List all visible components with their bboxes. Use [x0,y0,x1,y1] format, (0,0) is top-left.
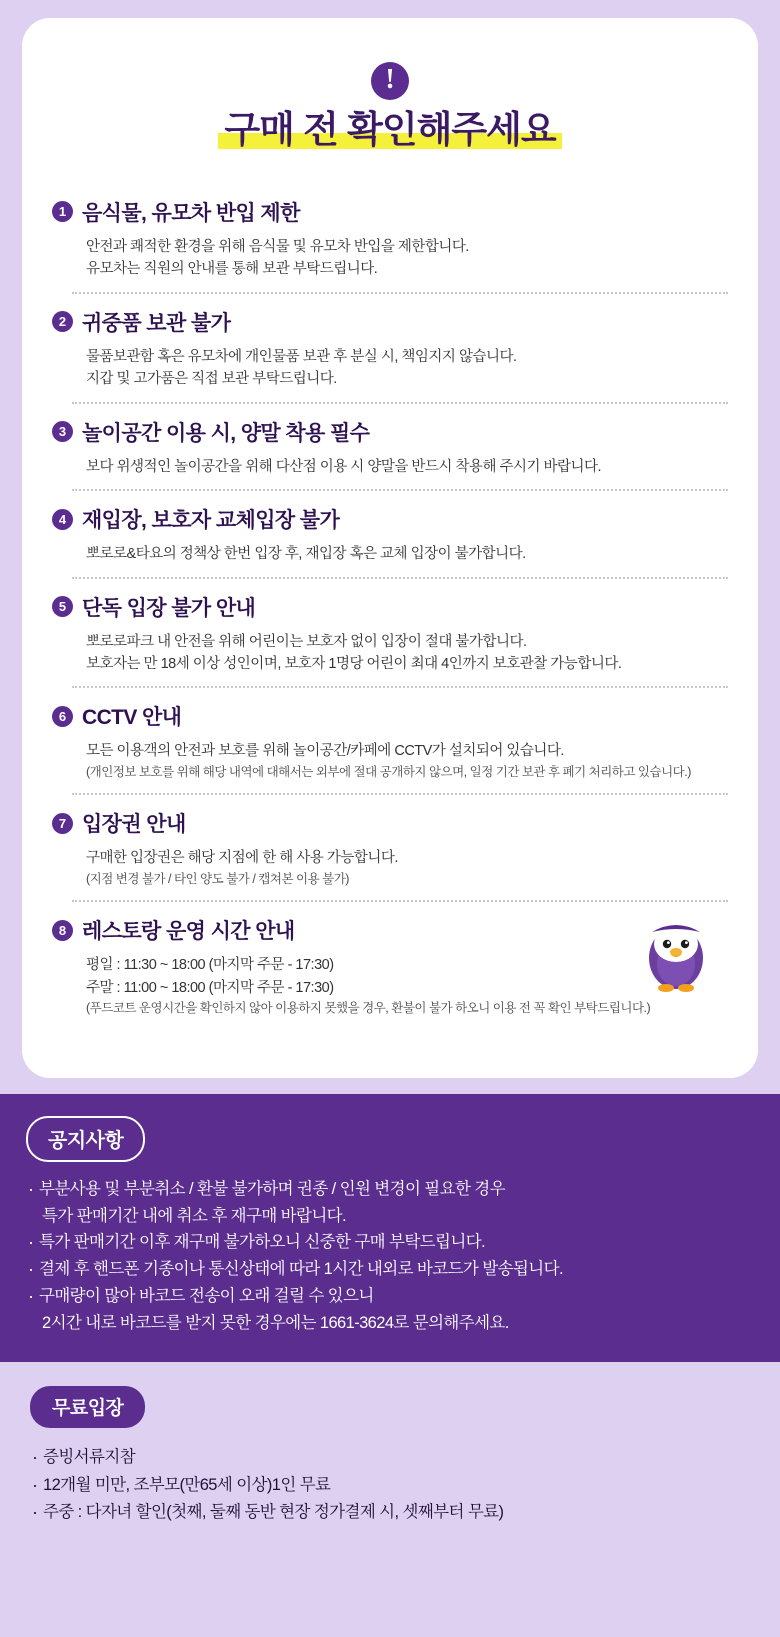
item-header [52,197,728,227]
item-title: 재입장, 보호자 교체입장 불가 [82,509,340,533]
divider [72,292,728,294]
list-item [26,1229,754,1256]
notice-badge: 공지사항 [26,1116,145,1162]
item-title: 레스토랑 운영 시간 안내 [82,920,295,944]
penguin-mascot-icon [640,914,712,992]
notice-line: 구매량이 많아 바코드 전송이 오래 걸릴 수 있으니 [39,1286,374,1305]
item-subnote: (개인정보 보호를 위해 해당 내역에 대해서는 외부에 절대 공개하지 않으며, 일정 기간 보관 후 폐기 처리하고 있습니다.) [86,764,691,779]
item-header [52,701,728,731]
list-item [52,197,728,281]
free-admission-list [30,1444,754,1526]
item-body [52,954,728,1018]
item-subnote: (지점 변경 불가 / 타인 양도 불가 / 캡쳐본 이용 불가) [86,871,349,886]
item-body [52,346,728,391]
item-number: 6 [52,706,73,727]
free-admission-badge: 무료입장 [30,1386,145,1428]
item-title: 음식물, 유모차 반입 제한 [82,201,300,225]
item-line: 보호자는 만 18세 이상 성인이며, 보호자 1명당 어린이 최대 4인까지 보호관찰 가능합니다. [86,655,622,672]
item-line: 유모차는 직원의 안내를 통해 보관 부탁드립니다. [86,261,378,278]
item-body [52,456,728,478]
item-number: 2 [52,311,73,332]
divider [72,793,728,795]
item-line: 구매한 입장권은 해당 지점에 한 해 사용 가능합니다. [86,850,398,867]
item-title: 놀이공간 이용 시, 양말 착용 필수 [82,421,370,445]
item-title: CCTV 안내 [82,706,182,730]
item-number: 4 [52,509,73,530]
divider [72,686,728,688]
item-title: 귀중품 보관 불가 [82,311,231,335]
list-item [26,1256,754,1283]
list-item [26,1283,754,1336]
item-title: 단독 입장 불가 안내 [82,596,256,620]
item-number: 7 [52,813,73,834]
divider [72,402,728,404]
list-item: · 증빙서류지참 [30,1444,754,1471]
divider [72,900,728,902]
free-admission-section [0,1362,780,1556]
list-item [52,307,728,391]
list-item [52,592,728,676]
list-item: · 주중 : 다자녀 할인(첫째, 둘째 동반 현장 정가결제 시, 셋째부터 무료) [30,1499,754,1526]
item-header [52,504,728,534]
page-title-text: 구매 전 확인해주세요 [224,109,556,150]
list-item [52,504,728,565]
item-line: 안전과 쾌적한 환경을 위해 음식물 및 유모차 반입을 제한합니다. [86,238,469,255]
notice-line: 특가 판매기간 이후 재구매 불가하오니 신중한 구매 부탁드립니다. [39,1233,486,1252]
item-number: 5 [52,596,73,617]
item-body [52,631,728,676]
item-number: 8 [52,920,73,941]
item-line: 모든 이용객의 안전과 보호를 위해 놀이공간/카페에 CCTV가 설치되어 있습니다. [86,743,564,760]
item-number: 1 [52,201,73,222]
list-item [52,808,728,889]
notice-list [26,1176,754,1336]
item-header [52,307,728,337]
notice-line-cont: 특가 판매기간 내에 취소 후 재구매 바랍니다. [42,1206,346,1225]
notice-section [0,1094,780,1362]
item-body [52,543,728,565]
item-line: 지갑 및 고가품은 직접 보관 부탁드립니다. [86,371,337,388]
item-title: 입장권 안내 [82,813,186,837]
list-item [52,417,728,478]
item-body [52,740,728,782]
item-number: 3 [52,421,73,442]
item-line: 뽀로로파크 내 안전을 위해 어린이는 보호자 없이 입장이 절대 불가합니다. [86,633,527,650]
item-body [52,847,728,889]
notice-line: 부분사용 및 부분취소 / 환불 불가하며 권종 / 인원 변경이 필요한 경우 [39,1180,505,1198]
divider [72,577,728,579]
item-line: 물품보관함 혹은 유모차에 개인물품 보관 후 분실 시, 책임지지 않습니다. [86,348,517,365]
item-header [52,915,728,945]
exclamation-icon: ! [371,62,409,100]
item-line: 주말 : 11:00 ~ 18:00 (마지막 주문 - 17:30) [86,979,334,996]
notice-line: 결제 후 핸드폰 기종이나 통신상태에 따라 1시간 내외로 바코드가 발송됩니다. [39,1260,563,1279]
list-item [26,1176,754,1229]
list-item [52,701,728,782]
item-line: 평일 : 11:30 ~ 18:00 (마지막 주문 - 17:30) [86,957,334,974]
item-subnote: (푸드코트 운영시간을 확인하지 않아 이용하지 못했을 경우, 환불이 불가 하오니 이용 전 꼭 확인 부탁드립니다.) [86,1001,651,1016]
list-item: · 12개월 미만, 조부모(만65세 이상)1인 무료 [30,1472,754,1499]
page-title [52,110,728,151]
divider [72,489,728,491]
item-header [52,417,728,447]
item-header [52,592,728,622]
notice-card [22,18,758,1078]
list-item [52,915,728,1018]
item-body [52,236,728,281]
item-line: 뽀로로&타요의 정책상 한번 입장 후, 재입장 혹은 교체 입장이 불가합니다. [86,546,526,563]
item-line: 보다 위생적인 놀이공간을 위해 다산점 이용 시 양말을 반드시 착용해 주시기 바랍니다. [86,458,602,475]
notice-line-cont: 2시간 내로 바코드를 받지 못한 경우에는 1661-3624로 문의해주세요. [42,1313,509,1332]
item-header [52,808,728,838]
